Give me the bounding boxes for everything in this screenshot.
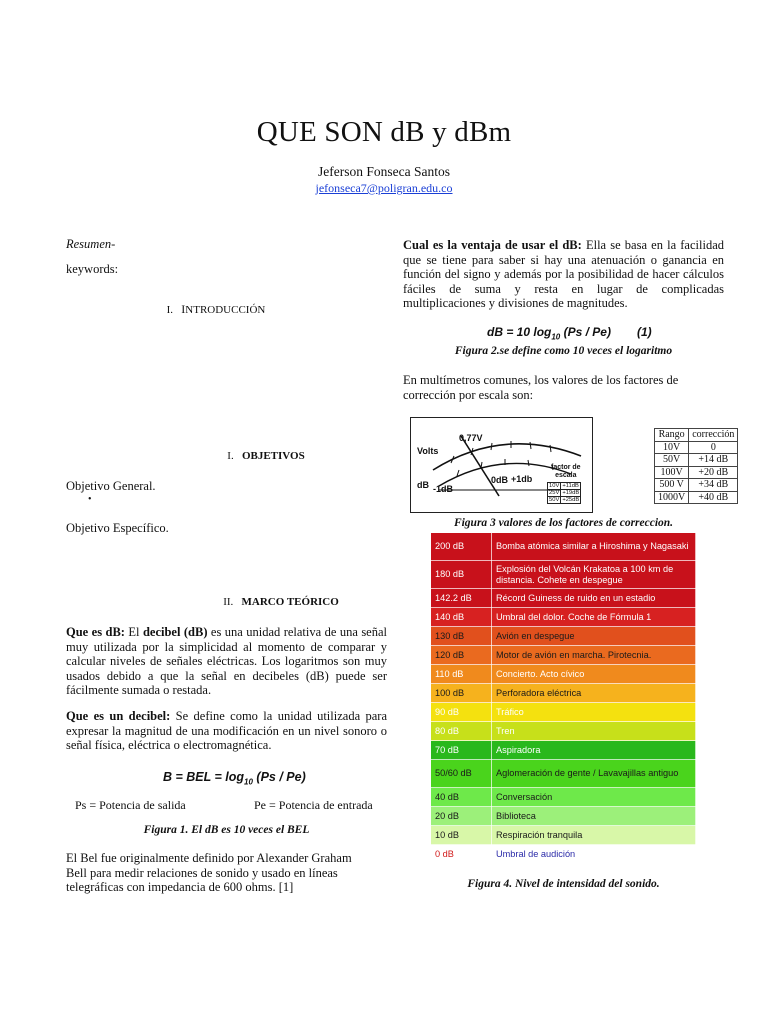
intensity-row [431, 760, 696, 788]
multimeter-scale-figure [410, 417, 593, 513]
section-number: I. [166, 304, 174, 316]
intensity-description-cell: Bomba atómica similar a Hiroshima y Nagasaki [492, 533, 696, 561]
table-cell: +19dB [562, 490, 580, 496]
paragraph-lead: Que es un decibel: [66, 709, 171, 723]
table-cell: +40 dB [689, 491, 738, 504]
intensity-db-cell: 142.2 dB [431, 589, 492, 608]
meter-077v-label: 0,77V [459, 433, 483, 443]
paragraph-lead: Que es dB: [66, 625, 125, 639]
factor-label-line: factor de [551, 464, 581, 471]
intensity-db-cell: 40 dB [431, 788, 492, 807]
meter-minus1db-label: -1dB [433, 484, 453, 494]
formula-text: (Ps / Pe) [560, 325, 611, 339]
intensity-row [431, 561, 696, 589]
formula-subscript: 10 [551, 332, 561, 342]
intensity-db-cell: 80 dB [431, 722, 492, 741]
intensity-description-cell: Conversación [492, 788, 696, 807]
keywords-label: keywords: [66, 262, 119, 276]
intensity-row [431, 788, 696, 807]
formula-subscript: 10 [244, 777, 253, 787]
intensity-row [431, 533, 696, 561]
pe-definition: Pe = Potencia de entrada [254, 798, 373, 812]
intensity-description-cell: Explosión del Volcán Krakatoa a 100 km de distancia. Cohete en despegue [492, 561, 696, 589]
factor-label-line: escala [555, 472, 577, 479]
table-cell: 10V [549, 483, 560, 489]
intensity-db-cell: 140 dB [431, 608, 492, 627]
intensity-row [431, 807, 696, 826]
intensity-description-cell: Respiración tranquila [492, 826, 696, 845]
table-cell: 100V [655, 466, 689, 479]
formula-text: dB = 10 log [487, 325, 552, 339]
intensity-db-cell: 110 dB [431, 665, 492, 684]
table-cell: +25dB [562, 497, 580, 503]
paragraph-multimetros: En multímetros comunes, los valores de los factores de corrección por escala son: [403, 373, 679, 402]
table-cell: 25V [549, 490, 560, 496]
intensity-description-cell: Concierto. Acto cívico [492, 665, 696, 684]
intensity-db-cell: 0 dB [431, 845, 492, 864]
figure-4-caption: Figura 4. Nivel de intensidad del sonido. [467, 878, 660, 890]
intensity-row [431, 722, 696, 741]
intensity-description-cell: Motor de avión en marcha. Pirotecnia. [492, 646, 696, 665]
meter-factor-table [547, 482, 581, 504]
meter-volts-label: Volts [417, 446, 439, 456]
table-cell: 50V [549, 497, 560, 503]
intensity-db-cell: 20 dB [431, 807, 492, 826]
paragraph-text: es una unidad relativa de una señal muy utilizada por la simplicidad al momento de comparar y calcular niveles de señales eléctricas. Los logaritmos son muy usados debido a que la señal en decibeles (dB) puede ser fácilmente sumada o restada. [66, 625, 387, 698]
sound-intensity-table [430, 532, 696, 864]
sound-intensity-rows [431, 533, 696, 864]
paragraph-ventaja-db [403, 238, 724, 311]
table-cell: +11dB [562, 483, 579, 489]
author-name: Jeferson Fonseca Santos [318, 164, 450, 179]
intensity-db-cell: 200 dB [431, 533, 492, 561]
paragraph-text: El [124, 625, 143, 639]
formula-bel [163, 770, 306, 787]
intensity-description-cell: Avión en despegue [492, 627, 696, 646]
intensity-db-cell: 180 dB [431, 561, 492, 589]
intensity-description-cell: Umbral del dolor. Coche de Fórmula 1 [492, 608, 696, 627]
section-title-initial: I [181, 302, 186, 316]
intensity-row [431, 741, 696, 760]
equation-number: (1) [636, 325, 652, 339]
objetivo-general-label: Objetivo General. [66, 479, 156, 493]
intensity-db-cell: 10 dB [431, 826, 492, 845]
table-row [655, 491, 738, 504]
abstract-label: Resumen- [66, 237, 116, 251]
table-cell: 50V [655, 454, 689, 467]
intensity-description-cell: Perforadora eléctrica [492, 684, 696, 703]
term-decibel: decibel (dB) [142, 625, 208, 639]
intensity-row [431, 646, 696, 665]
intensity-row [431, 589, 696, 608]
section-introduccion-heading [66, 302, 366, 317]
intensity-description-cell: Aglomeración de gente / Lavavajillas antiguo [492, 760, 696, 788]
table-header-cell: Rango [655, 429, 689, 442]
ps-definition: Ps = Potencia de salida [75, 798, 186, 812]
table-row [655, 454, 738, 467]
intensity-row [431, 684, 696, 703]
intensity-db-cell: 70 dB [431, 741, 492, 760]
table-header-cell: corrección [689, 429, 738, 442]
table-row [548, 483, 581, 490]
figure-3-caption: Figura 3 valores de los factores de correccion. [453, 517, 674, 529]
table-row [548, 497, 581, 504]
table-row [548, 490, 581, 497]
meter-plus1db-label: +1db [511, 474, 533, 484]
section-objetivos-heading [66, 450, 466, 462]
section-title: OBJETIVOS [241, 450, 305, 462]
intensity-description-cell: Umbral de audición [492, 845, 696, 864]
intensity-db-cell: 90 dB [431, 703, 492, 722]
figure-1-caption: Figura 1. El dB es 10 veces el BEL [143, 824, 310, 836]
paper-title: QUE SON dB y dBm [256, 116, 512, 148]
intensity-description-cell: Récord Guiness de ruido en un estadio [492, 589, 696, 608]
meter-0db-label: 0dB [491, 475, 509, 485]
paragraph-text: Ella se basa en la facilidad que se tiene para saber si hay una atenuación o ganancia en función del signo y además por la posibilidad de hacer cálculos fáciles de suma y resta en lugar de complicadas multiplicaciones y divisiones de magnitudes. [403, 238, 724, 311]
table-cell: +20 dB [689, 466, 738, 479]
table-cell: 500 V [655, 479, 689, 492]
intensity-row [431, 608, 696, 627]
intensity-description-cell: Biblioteca [492, 807, 696, 826]
table-row [655, 441, 738, 454]
paragraph-que-es-db [66, 625, 387, 698]
formula-text: B = BEL = log [163, 770, 245, 784]
intensity-db-cell: 50/60 dB [431, 760, 492, 788]
intensity-description-cell: Aspiradora [492, 741, 696, 760]
table-cell: 10V [655, 441, 689, 454]
formula-text: (Ps / Pe) [252, 770, 306, 784]
objetivo-especifico-label: Objetivo Específico. [66, 521, 169, 535]
intensity-db-cell: 100 dB [431, 684, 492, 703]
section-number: I. [227, 450, 234, 462]
paragraph-text: Se define como la unidad utilizada para expresar la magnitud de una modificación en un nivel sonoro o señal física, eléctrica o electromagnética. [66, 709, 387, 753]
meter-factor-label [551, 464, 581, 480]
intensity-row [431, 703, 696, 722]
paragraph-que-es-un-decibel [66, 709, 387, 753]
figure-2-caption: Figura 2.se define como 10 veces el logaritmo [454, 345, 673, 357]
author-email-link[interactable]: jefonseca7@poligran.edu.co [315, 181, 453, 195]
intensity-description-cell: Tráfico [492, 703, 696, 722]
intensity-row [431, 627, 696, 646]
intensity-description-cell: Tren [492, 722, 696, 741]
table-cell: 1000V [655, 491, 689, 504]
bullet-point: • [88, 494, 92, 505]
table-cell: 0 [689, 441, 738, 454]
intensity-row [431, 826, 696, 845]
section-number: II. [223, 596, 234, 608]
table-cell: +14 dB [689, 454, 738, 467]
table-header-row [655, 429, 738, 442]
rango-correccion-table [654, 428, 738, 504]
intensity-row [431, 665, 696, 684]
intensity-db-cell: 120 dB [431, 646, 492, 665]
intensity-db-cell: 130 dB [431, 627, 492, 646]
table-row [655, 479, 738, 492]
table-cell: +34 dB [689, 479, 738, 492]
section-title-rest: NTRODUCCIÓN [185, 304, 266, 316]
section-title: MARCO TEÓRICO [241, 596, 339, 608]
intensity-row [431, 845, 696, 864]
table-row [655, 466, 738, 479]
paragraph-bel-origin: El Bel fue originalmente definido por Alexander Graham Bell para medir relaciones de sonido y usado en líneas telegráficas con impedancia de 600 ohms. [1] [66, 851, 352, 895]
formula-db [487, 325, 652, 341]
paragraph-lead: Cual es la ventaja de usar el dB: [403, 238, 582, 252]
meter-db-label: dB [417, 480, 429, 490]
